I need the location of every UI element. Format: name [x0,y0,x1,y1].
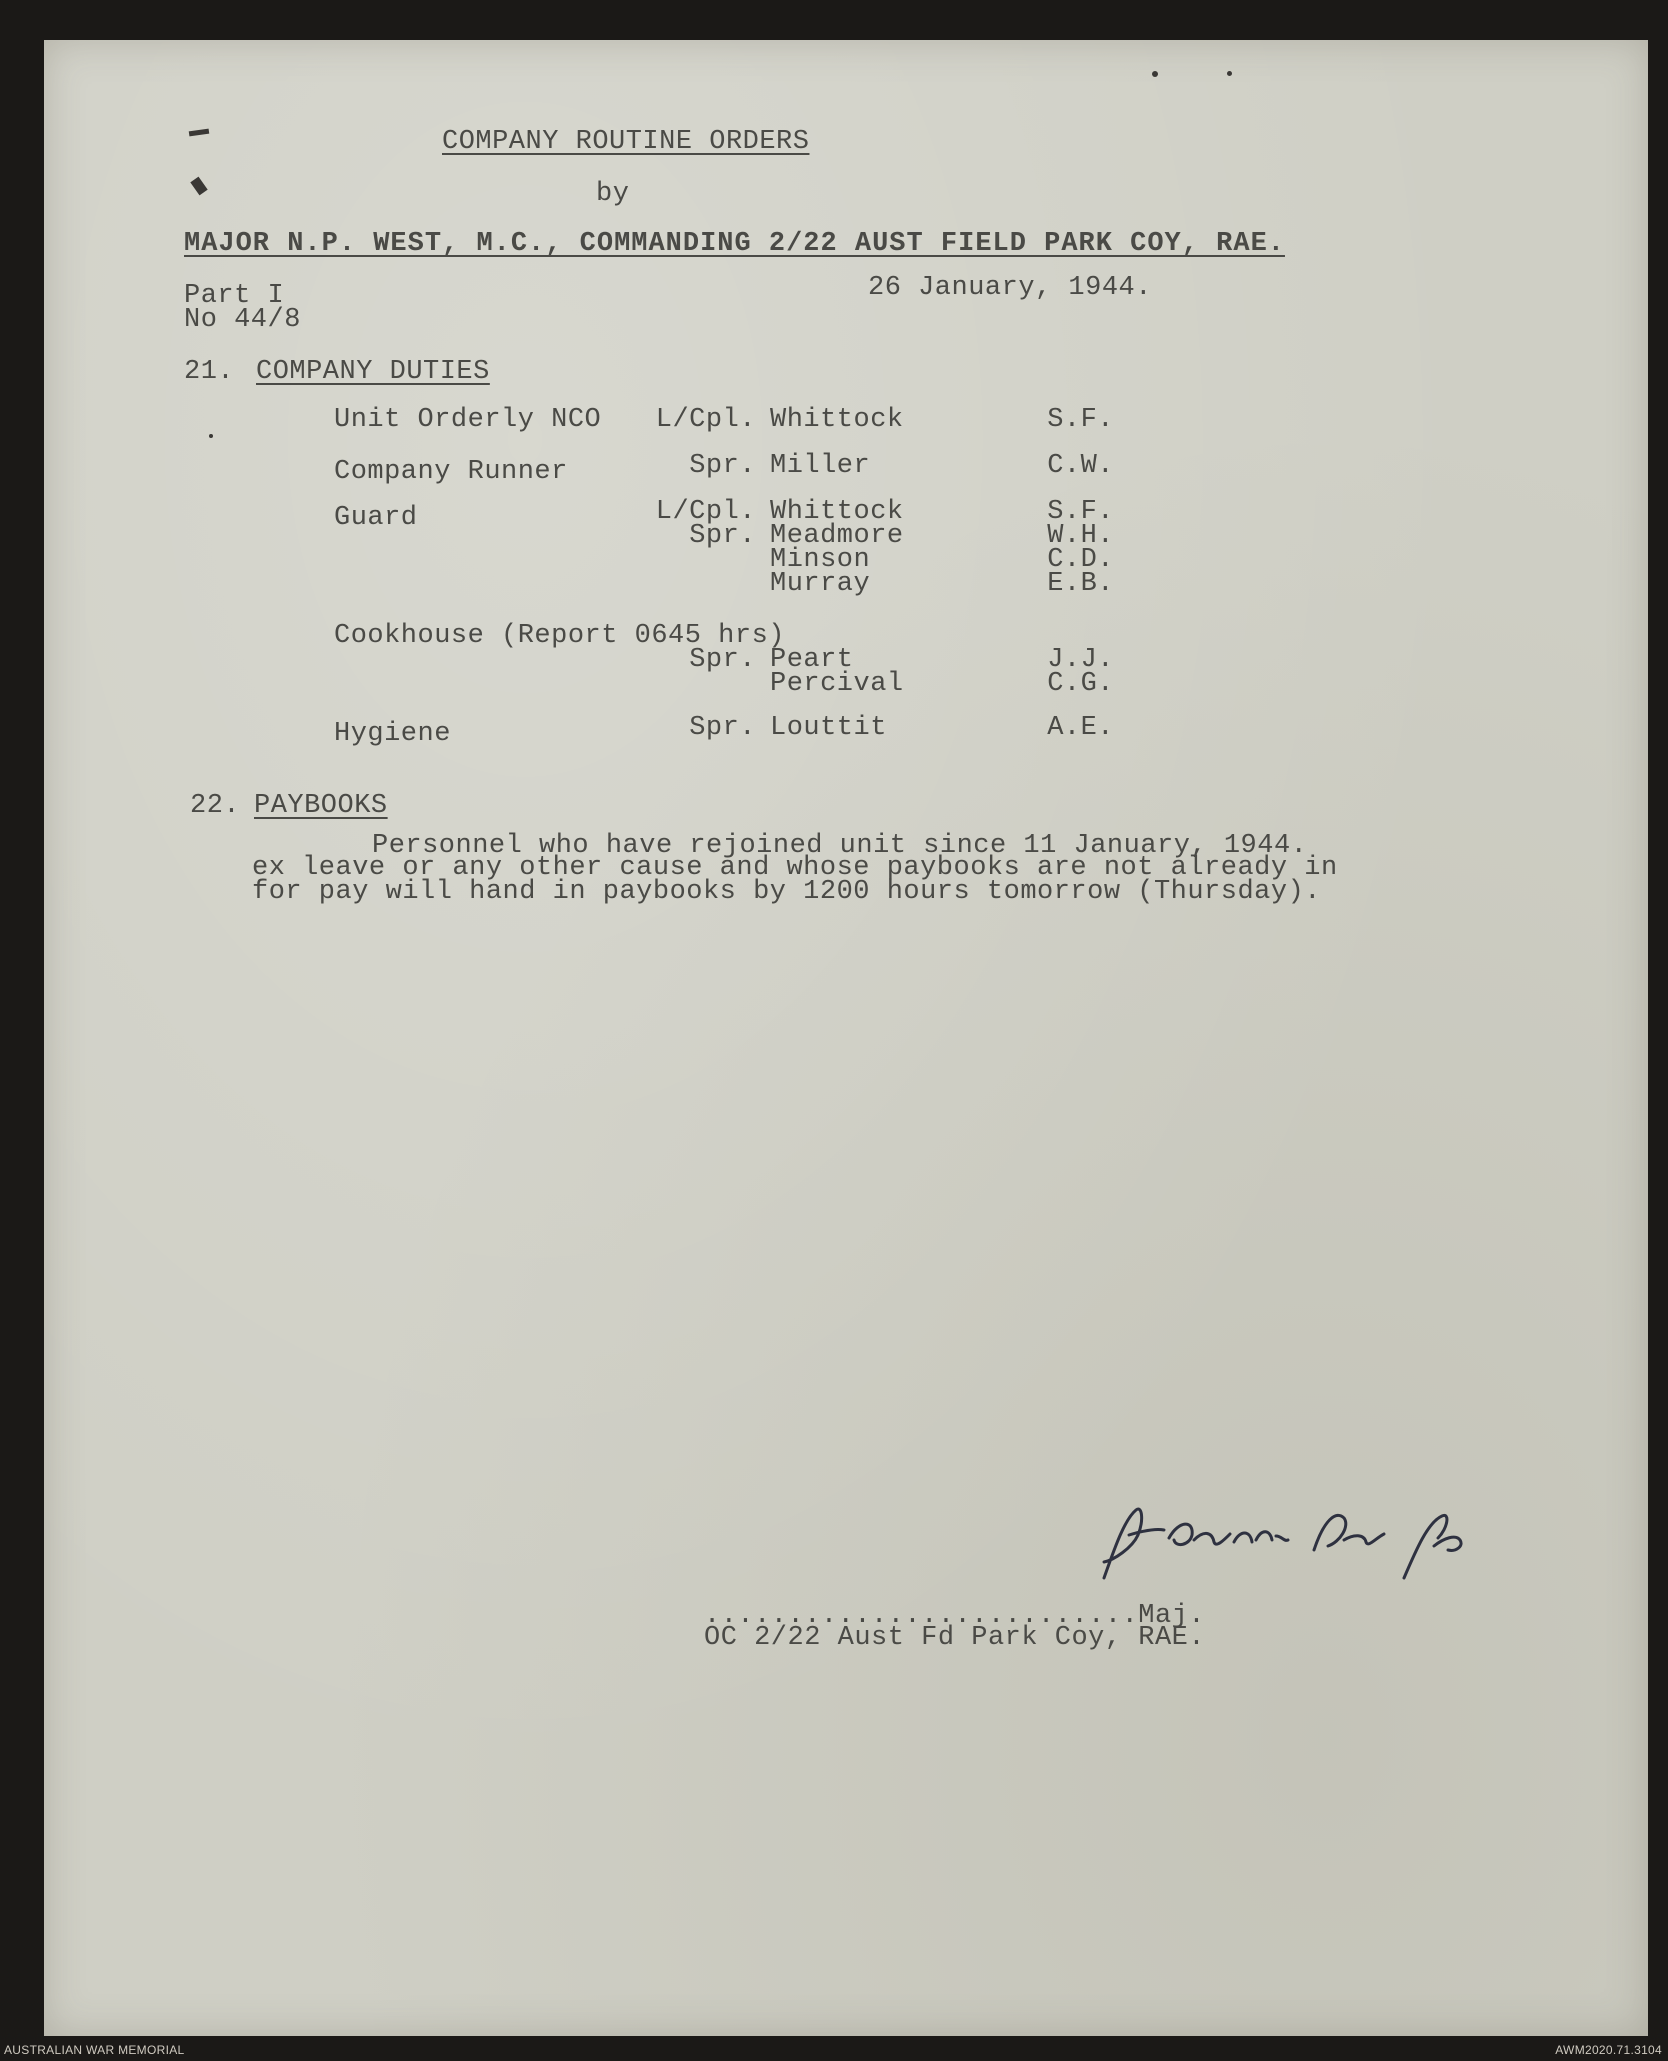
signature-block: OC 2/22 Aust Fd Park Coy, RAE. [704,1623,1206,1653]
soldier-name: Murray [770,569,871,599]
paragraph-line: for pay will hand in paybooks by 1200 hours tomorrow (Thursday). [252,877,1321,907]
section-heading: PAYBOOKS [254,791,388,821]
rank: Spr. [689,451,756,481]
staple-mark [190,177,207,196]
initials: C.D. [1047,545,1114,575]
soldier-name: Meadmore [770,521,904,551]
rank: L/Cpl. [655,405,756,435]
footer-left: AUSTRALIAN WAR MEMORIAL [4,2043,185,2057]
handwritten-signature [1044,1490,1564,1600]
rank: Spr. [689,521,756,551]
part-label: Part I [184,281,285,311]
soldier-name: Peart [770,645,854,675]
soldier-name: Whittock [770,497,904,527]
soldier-name: Whittock [770,405,904,435]
duty-label: Guard [334,503,418,533]
signature-dots: ..........................Maj. [704,1601,1206,1631]
section-heading: COMPANY DUTIES [256,357,490,387]
section-number: 21. [184,357,235,387]
initials: C.W. [1047,451,1114,481]
soldier-name: Louttit [770,713,887,743]
document-title: COMPANY ROUTINE ORDERS [442,127,810,157]
document-page [44,40,1648,2036]
order-date: 26 January, 1944. [868,273,1152,303]
duty-label: Unit Orderly NCO [334,405,602,435]
rank: Spr. [689,645,756,675]
soldier-name: Minson [770,545,871,575]
corner-dot [1227,71,1232,76]
by-line: by [596,179,630,209]
paragraph-line: ex leave or any other cause and whose paybooks are not already in [252,853,1338,883]
stray-dot [209,434,213,438]
staple-mark [189,129,210,137]
order-number: No 44/8 [184,305,301,335]
initials: A.E. [1047,713,1114,743]
soldier-name: Percival [770,669,904,699]
initials: E.B. [1047,569,1114,599]
corner-dot [1152,71,1158,77]
commander-line: MAJOR N.P. WEST, M.C., COMMANDING 2/22 AUST FIELD PARK COY, RAE. [184,229,1285,259]
initials: W.H. [1047,521,1114,551]
initials: S.F. [1047,405,1114,435]
section-number: 22. [190,791,241,821]
duty-label: Cookhouse (Report 0645 hrs) [334,621,785,651]
rank: L/Cpl. [655,497,756,527]
initials: C.G. [1047,669,1114,699]
initials: J.J. [1047,645,1114,675]
paragraph-line: Personnel who have rejoined unit since 11 January, 1944. [372,831,1308,861]
rank: Spr. [689,713,756,743]
duty-label: Company Runner [334,457,568,487]
duty-label: Hygiene [334,719,451,749]
initials: S.F. [1047,497,1114,527]
footer-right: AWM2020.71.3104 [1555,2043,1662,2057]
soldier-name: Miller [770,451,871,481]
